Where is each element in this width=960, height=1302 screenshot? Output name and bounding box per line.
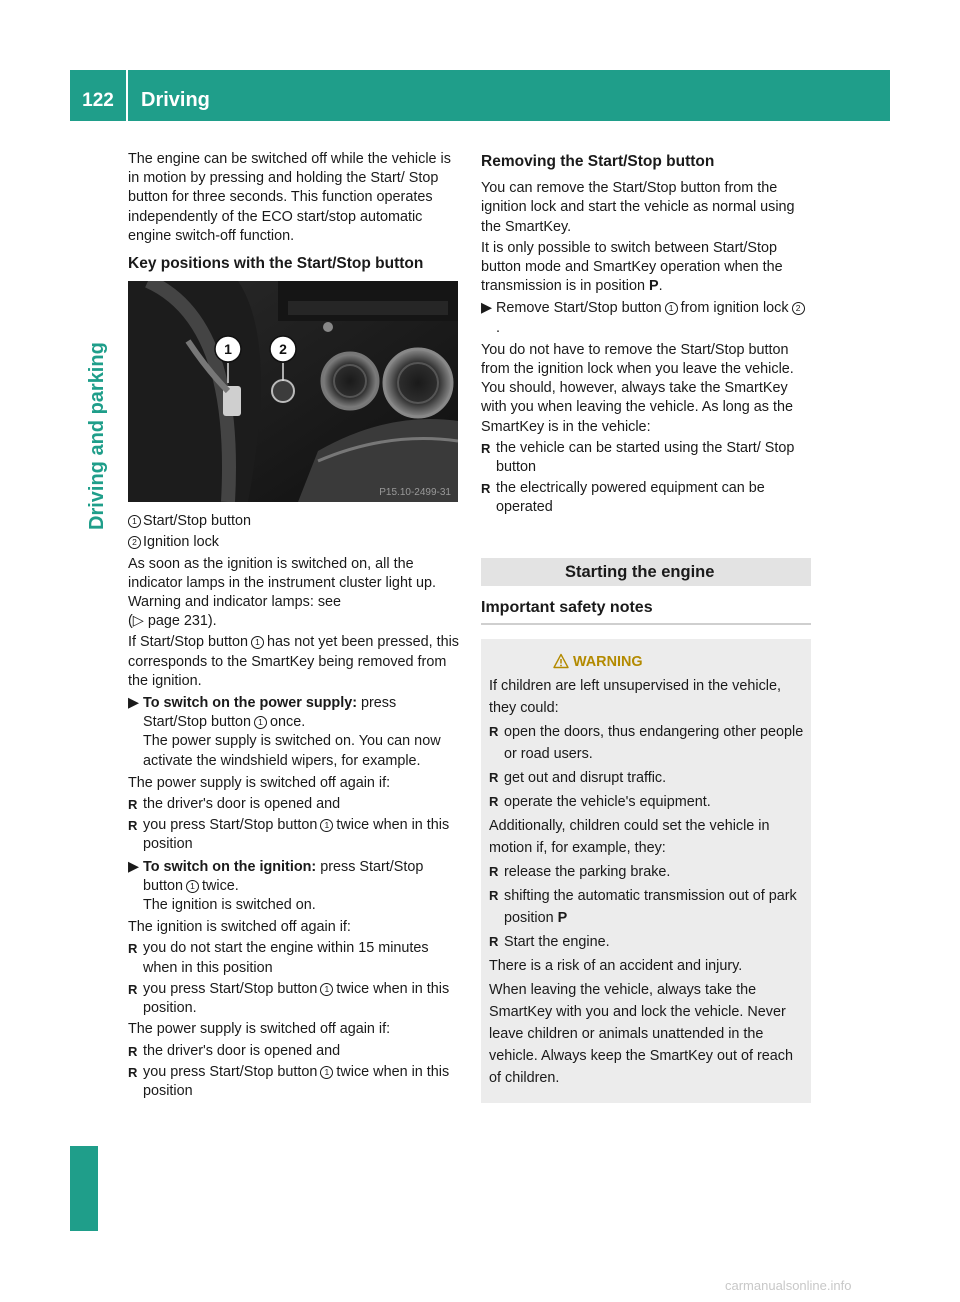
warning-triangle-icon (553, 653, 569, 669)
callout-1-icon: 1 (320, 819, 333, 832)
callout-2-icon: 2 (792, 302, 805, 315)
list-item: R the driver's door is opened and (128, 1042, 460, 1061)
instruction-step: ▶ To switch on the power supply: press Start/Stop button 1 once. The power supply is switched on. You can now activate the windshield wipers, for example. (128, 695, 441, 769)
step-arrow-icon: ▶ (128, 695, 140, 712)
bullet-icon: R (128, 797, 138, 813)
callout-1-icon: 1 (320, 1066, 333, 1079)
warning-header (489, 651, 804, 673)
footer-watermark: carmanualsonline.info (725, 1278, 852, 1293)
page-reference-link[interactable]: (▷ page 231). (128, 613, 217, 630)
warning-box (481, 639, 811, 1103)
side-tab-label: Driving and parking (86, 342, 108, 530)
instruction-step: ▶ Remove Start/Stop button 1 from ignition lock 2. (481, 299, 811, 337)
warning-paragraph: There is a risk of an accident and injury. (489, 957, 743, 974)
list-item: R you press Start/Stop button 1 twice when in this position (128, 1063, 450, 1099)
bullet-icon: R (128, 941, 138, 957)
bullet-icon: R (489, 769, 499, 785)
list-item: R release the parking brake. (489, 861, 804, 883)
bullet-icon: R (489, 793, 499, 809)
step-arrow-icon: ▶ (128, 858, 140, 875)
bullet-icon: R (489, 887, 499, 903)
list-item: R the electrically powered equipment can be operated (481, 480, 765, 516)
paragraph: If Start/Stop button 1 has not yet been pressed, this corresponds to the SmartKey being removed from the ignition. (128, 634, 459, 689)
photo-callout-2: 2 (279, 341, 287, 358)
dashboard-photo (128, 281, 458, 502)
list-item: R the vehicle can be started using the Start/ Stop button (481, 439, 795, 476)
key-positions-heading: Key positions with the Start/Stop button (128, 255, 424, 273)
list-item: R operate the vehicle's equipment. (489, 791, 804, 813)
chapter-title: Driving (141, 89, 210, 111)
callout-1-icon: 1 (320, 983, 333, 996)
bullet-icon: R (128, 1064, 138, 1080)
callout-1-icon: 1 (128, 515, 141, 528)
image-code: P15.10-2499-31 (379, 487, 451, 499)
list-item: R shifting the automatic transmission out of park position P (489, 885, 804, 929)
paragraph: The power supply is switched off again if: (128, 1021, 391, 1038)
subsection-title: Important safety notes (481, 598, 811, 625)
list-item: R you press Start/Stop button 1 twice when in this position. (128, 980, 450, 1017)
bullet-icon: R (489, 723, 499, 739)
instruction-step: ▶ To switch on the ignition: press Start/Stop button 1 twice. The ignition is switched on. (128, 858, 424, 914)
legend-item-1: 1 Start/Stop button (128, 512, 460, 531)
right-column (481, 150, 811, 1103)
legend-item-2: 2 Ignition lock (128, 533, 460, 552)
header-divider (126, 70, 128, 121)
paragraph: You can remove the Start/Stop button from the ignition lock and start the vehicle as normal using the SmartKey. (481, 180, 795, 235)
warning-paragraph: Additionally, children could set the vehicle in motion if, for example, they: (489, 817, 770, 856)
bullet-icon: R (128, 818, 138, 834)
bullet-icon: R (489, 933, 499, 949)
paragraph: The ignition is switched off again if: (128, 919, 351, 936)
warning-label: WARNING (573, 653, 643, 670)
list-item: R you do not start the engine within 15 minutes when in this position (128, 940, 429, 976)
bullet-icon: R (128, 981, 138, 997)
step-arrow-icon: ▶ (481, 300, 493, 317)
side-tab-block (70, 1146, 98, 1231)
bullet-icon: R (481, 481, 491, 497)
paragraph: As soon as the ignition is switched on, all the indicator lamps in the instrument cluster light up. Warning and indicator lamps: see (▷ page 231). (128, 555, 436, 630)
list-item: R Start the engine. (489, 931, 804, 953)
photo-callout-1: 1 (224, 341, 232, 358)
bullet-icon: R (489, 863, 499, 879)
warning-paragraph: When leaving the vehicle, always take the SmartKey with you and lock the vehicle. Never leave children or animals unattended in the vehicle. Always keep the SmartKey out of reach of children. (489, 981, 793, 1086)
list-item: R the driver's door is opened and (128, 795, 460, 814)
paragraph: The power supply is switched off again if: (128, 774, 391, 791)
section-title-bar: Starting the engine (481, 558, 811, 586)
callout-2-icon: 2 (128, 536, 141, 549)
bullet-icon: R (128, 1043, 138, 1059)
removing-heading: Removing the Start/Stop button (481, 153, 715, 170)
list-item: R you press Start/Stop button 1 twice when in this position (128, 817, 450, 853)
callout-1-icon: 1 (251, 636, 264, 649)
callout-1-icon: 1 (254, 716, 267, 729)
callout-1-icon: 1 (186, 880, 199, 893)
callout-1-icon: 1 (665, 302, 678, 315)
left-column (128, 150, 460, 1103)
warning-paragraph: If children are left unsupervised in the vehicle, they could: (489, 677, 781, 716)
paragraph: It is only possible to switch between Start/Stop button mode and SmartKey operation when the transmission is in position P. (481, 239, 783, 295)
intro-paragraph: The engine can be switched off while the vehicle is in motion by pressing and holding the Start/ Stop button for three seconds. This function operates independently of the ECO start/stop automatic engine switch-off function. (128, 151, 451, 244)
page-number: 122 (82, 90, 114, 111)
paragraph: You do not have to remove the Start/Stop button from the ignition lock when you leave the vehicle. You should, however, always take the SmartKey with you when leaving the vehicle. As long as the SmartKey is in the vehicle: (481, 341, 794, 435)
bullet-icon: R (481, 440, 491, 456)
list-item: R open the doors, thus endangering other people or road users. (489, 721, 804, 765)
list-item: R get out and disrupt traffic. (489, 767, 804, 789)
